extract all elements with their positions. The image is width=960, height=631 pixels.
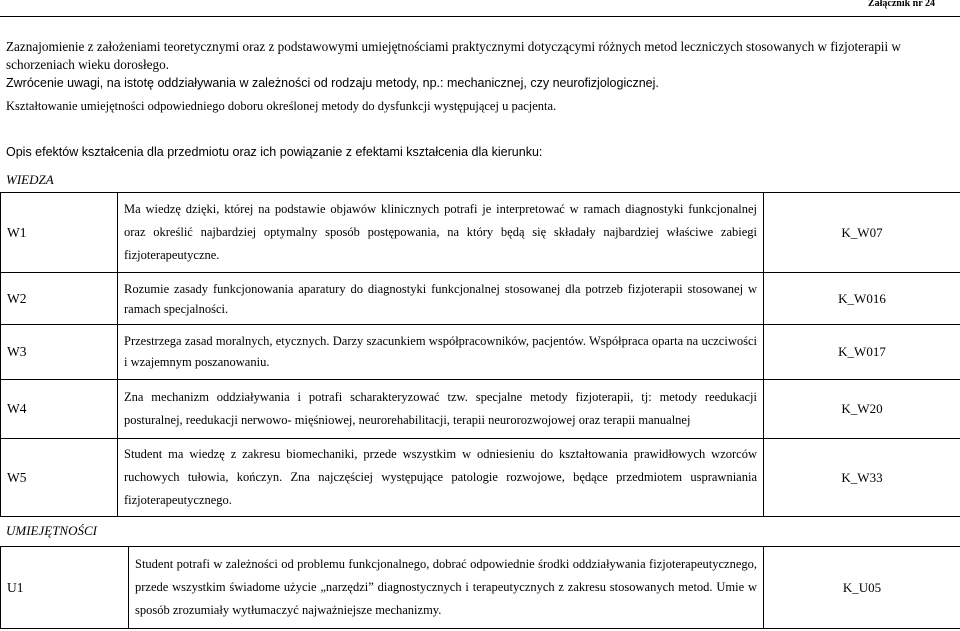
header-divider <box>0 16 960 17</box>
outcome-code: W3 <box>1 325 118 380</box>
table-row <box>1 273 960 325</box>
outcome-text: Student ma wiedzę z zakresu biomechaniki, przede wszystkim w odniesieniu do kształtowania prawidłowych wzorców ruchowych tułowia, kończyn. Zna najczęściej występujące patologie rozwojowe, będące przedmiotem usprawniania fizjoterapeutycznego. <box>118 439 764 517</box>
skills-table <box>0 546 960 629</box>
course-objectives <box>6 38 954 115</box>
outcome-code: U1 <box>1 547 129 629</box>
skills-heading: UMIEJĘTNOŚCI <box>6 523 97 538</box>
table-row <box>1 380 960 439</box>
knowledge-table <box>0 192 960 517</box>
outcome-ref: K_W016 <box>764 273 960 325</box>
outcome-text: Rozumie zasady funkcjonowania aparatury do diagnostyki funkcjonalnej stosowanej dla potrzeb fizjoterapii stosowanej w ramach specjalności. <box>118 273 764 325</box>
outcome-code: W2 <box>1 273 118 325</box>
objective-1: Zaznajomienie z założeniami teoretycznymi oraz z podstawowymi umiejętnościami praktycznymi dotyczącymi różnych metod leczniczych stosowanych w fizjoterapii w schorzeniach wieku dorosłego. <box>6 39 901 72</box>
table-row <box>1 439 960 517</box>
table-row <box>1 193 960 273</box>
outcome-ref: K_W33 <box>764 439 960 517</box>
outcome-code: W4 <box>1 380 118 439</box>
outcome-code: W1 <box>1 193 118 273</box>
outcomes-description: Opis efektów kształcenia dla przedmiotu oraz ich powiązanie z efektami kształcenia dla kierunku: <box>6 145 543 159</box>
table-row <box>1 325 960 380</box>
outcome-code: W5 <box>1 439 118 517</box>
outcome-ref: K_U05 <box>764 547 960 629</box>
outcome-ref: K_W07 <box>764 193 960 273</box>
outcome-text: Przestrzega zasad moralnych, etycznych. Darzy szacunkiem współpracowników, pacjentów. Współpraca oparta na uczciwości i wzajemnym poszanowaniu. <box>118 325 764 380</box>
table-row <box>1 547 960 629</box>
knowledge-heading: WIEDZA <box>6 172 54 187</box>
outcome-text: Zna mechanizm oddziaływania i potrafi scharakteryzować tzw. specjalne metody fizjoterapii, tj: metody reedukacji posturalnej, reedukacji nerwowo- mięśniowej, neurorehabilitacji, terapii neurorozwojowej oraz terapii manualnej <box>118 380 764 439</box>
outcome-text: Ma wiedzę dzięki, której na podstawie objawów klinicznych potrafi je interpretować w ramach diagnostyki funkcjonalnej oraz określić najbardziej optymalny sposób postępowania, na który będą się składały najbardziej właściwe zabiegi fizjoterapeutyczne. <box>118 193 764 273</box>
outcome-text: Student potrafi w zależności od problemu funkcjonalnego, dobrać odpowiednie środki oddziaływania fizjoterapeutycznego, przede wszystkim świadome użycie „narzędzi” diagnostycznych i terapeutycznych z zakresu stosowanych metod. Umie w sposób zrozumiały wytłumaczyć najważniejsze mechanizmy. <box>129 547 764 629</box>
annex-label: Załącznik nr 24 <box>867 0 935 9</box>
outcome-ref: K_W20 <box>764 380 960 439</box>
objective-2: Zwrócenie uwagi, na istotę oddziaływania w zależności od rodzaju metody, np.: mechanicznej, czy neurofizjologicznej. <box>6 76 659 90</box>
outcome-ref: K_W017 <box>764 325 960 380</box>
objective-3: Kształtowanie umiejętności odpowiedniego doboru określonej metody do dysfunkcji występującej u pacjenta. <box>6 99 557 113</box>
